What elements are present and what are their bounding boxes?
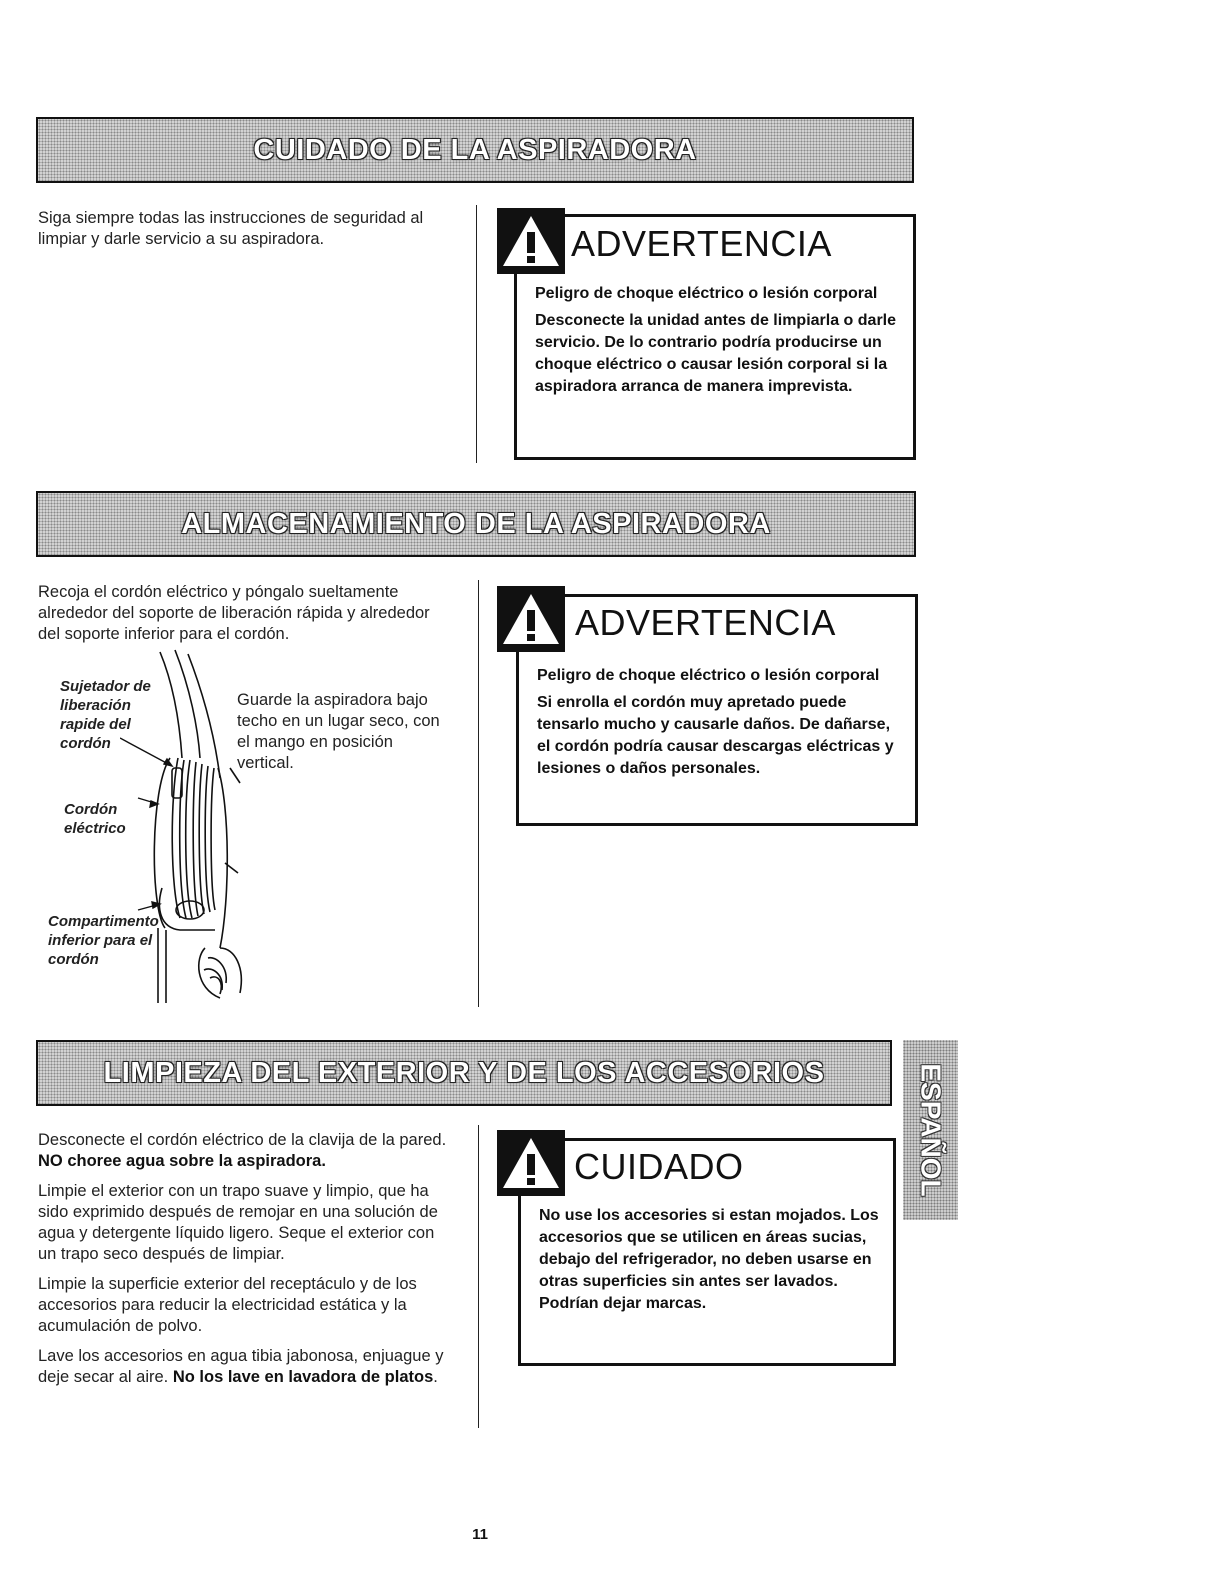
section-heading-text: CUIDADO DE LA ASPIRADORA: [253, 133, 697, 166]
caution-triangle-icon: [497, 1130, 565, 1196]
cleaning-p2: Limpie el exterior con un trapo suave y limpio, que ha sido exprimido después de remojar en una solución de agua y detergente líquido ligero. Seque el exterior con un trapo seco después de limpiar.: [38, 1182, 438, 1263]
callout-cord: Cordón eléctrico: [64, 801, 126, 837]
section-heading-text: LIMPIEZA DEL EXTERIOR Y DE LOS ACCESORIOS: [103, 1056, 825, 1089]
language-tab: [903, 1040, 958, 1220]
section-heading-text: ALMACENAMIENTO DE LA ASPIRADORA: [181, 507, 771, 540]
storage-note: [237, 690, 452, 783]
callout-compartment: Compartimento inferior para el cordón: [48, 913, 159, 968]
section-heading-cuidado: [36, 117, 914, 183]
column-divider: [476, 205, 477, 463]
cleaning-paragraphs: [38, 1130, 453, 1397]
warning-triangle-icon: [497, 208, 565, 274]
caution-title: CUIDADO: [574, 1146, 744, 1187]
cleaning-p1: Desconecte el cordón eléctrico de la clavija de la pared. NO choree agua sobre la aspiradora.: [38, 1131, 447, 1170]
intro-text: Siga siempre todas las instrucciones de seguridad al limpiar y darle servicio a su aspiradora.: [38, 209, 424, 248]
warning-hazard-text: Peligro de choque eléctrico o lesión corporal: [537, 667, 880, 684]
section-heading-almacenamiento: [36, 491, 916, 557]
warning-body-text: Si enrolla el cordón muy apretado puede tensarlo mucho y causarle daños. De dañarse, el cordón podría causar descargas eléctricas y lesiones o daños personales.: [537, 694, 894, 777]
cleaning-p3: Limpie la superficie exterior del receptáculo y de los accesorios para reducir la electricidad estática y la acumulación de polvo.: [38, 1275, 417, 1335]
warning-triangle-icon: [497, 586, 565, 652]
language-tab-label: ESPAÑOL: [915, 1063, 947, 1197]
callout-release: Sujetador de liberación rapide del cordón: [60, 678, 151, 752]
storage-text: Recoja el cordón eléctrico y póngalo sueltamente alrededor del soporte de liberación rápida y alrededor del soporte inferior para el cordón.: [38, 583, 430, 643]
warning-title: ADVERTENCIA: [571, 223, 832, 264]
column-divider: [478, 580, 479, 1007]
warning-body-text: Desconecte la unidad antes de limpiarla o darle servicio. De lo contrario podría producirse un choque eléctrico o causar lesión corporal si la aspiradora arranca de manera imprevista.: [535, 312, 897, 395]
storage-note-text: Guarde la aspiradora bajo techo en un lugar seco, con el mango en posición vertical.: [237, 691, 440, 772]
cleaning-p4: Lave los accesorios en agua tibia jabonosa, enjuague y deje secar al aire. No los lave en lavadora de platos.: [38, 1347, 444, 1386]
section-heading-limpieza: [36, 1040, 892, 1106]
column-divider: [478, 1125, 479, 1428]
warning-hazard-text: Peligro de choque eléctrico o lesión corporal: [535, 285, 878, 302]
warning-title: ADVERTENCIA: [575, 602, 836, 643]
intro-paragraph: [38, 208, 453, 259]
caution-body-text: No use los accesories si estan mojados. Los accesorios que se utilicen en áreas sucias, debajo del refrigerador, no deben usarse en otras superficies sin antes ser lavados. Podrían dejar marcas.: [539, 1207, 879, 1312]
page-number: 11: [472, 1526, 488, 1543]
storage-paragraph: [38, 582, 453, 654]
